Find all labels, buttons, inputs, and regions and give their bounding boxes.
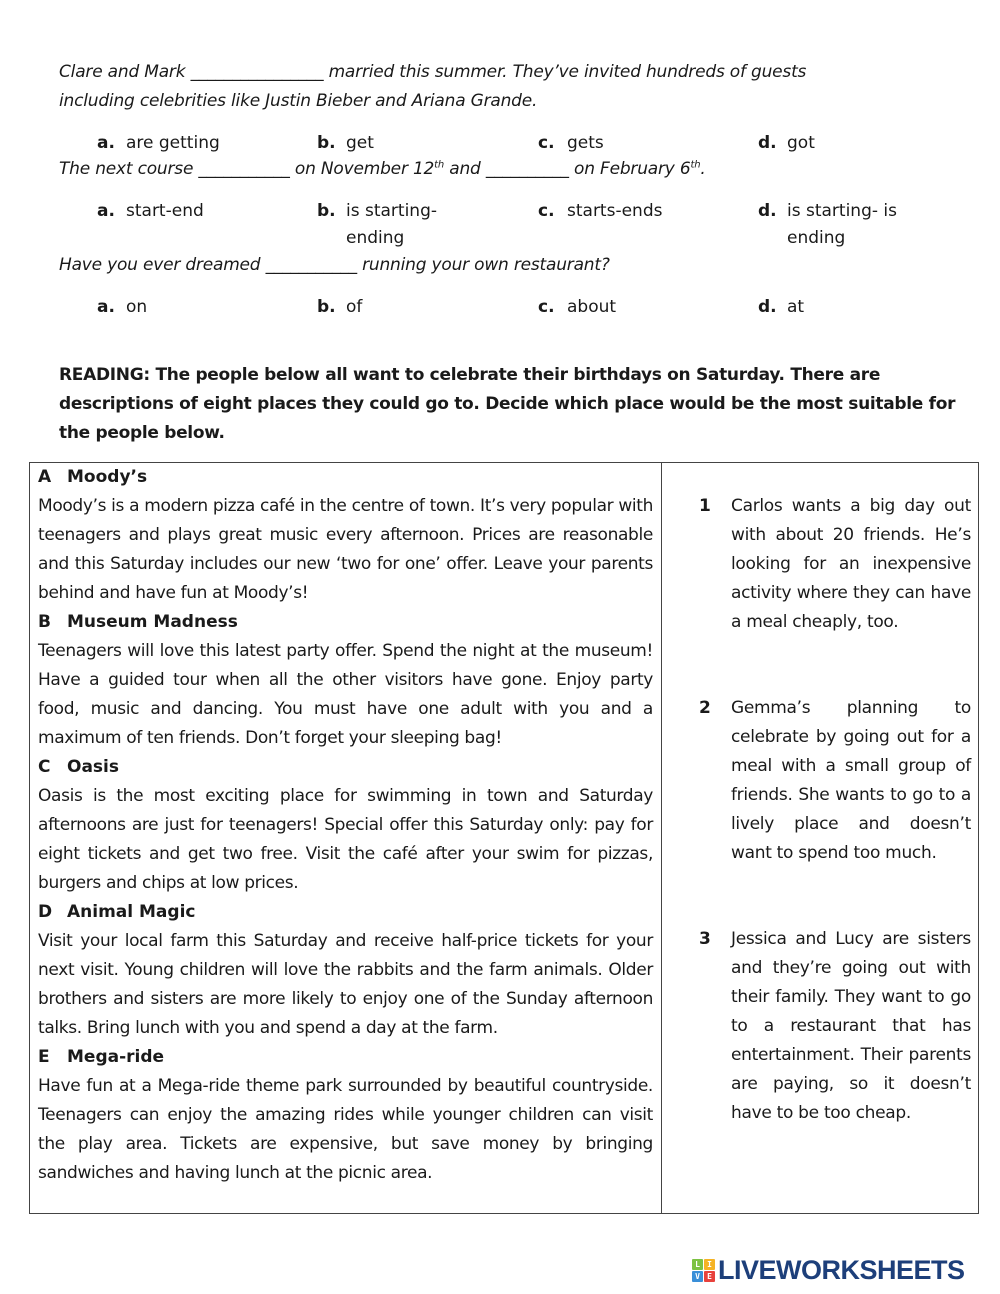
question-2-stem-end: . bbox=[700, 159, 706, 179]
place-name: Museum Madness bbox=[67, 612, 238, 632]
question-3-option-d[interactable] bbox=[758, 294, 937, 321]
question-1-option-a[interactable] bbox=[97, 130, 276, 157]
question-2-stem bbox=[59, 155, 919, 184]
live-tiles-icon bbox=[692, 1259, 715, 1282]
option-text: get bbox=[346, 133, 374, 153]
place-title bbox=[38, 1043, 653, 1072]
question-1-stem-line-2: including celebrities like Justin Bieber and Ariana Grande. bbox=[59, 91, 538, 111]
option-text: at bbox=[787, 297, 805, 317]
place-description: Have fun at a Mega-ride theme park surrounded by beautiful countryside. Teenagers can enjoy the amazing rides while younger children can visit the play area. Tickets are expensive, but save money by bringing sandwiches and having lunch at the picnic area. bbox=[38, 1076, 653, 1183]
option-letter: c. bbox=[538, 297, 555, 317]
place-letter: E bbox=[38, 1047, 50, 1067]
question-1-option-b[interactable] bbox=[317, 130, 496, 157]
question-1-option-d[interactable] bbox=[758, 130, 937, 157]
option-letter: c. bbox=[538, 133, 555, 153]
place-description: Oasis is the most exciting place for swimming in town and Saturday afternoons are just for teenagers! Special offer this Saturday only: pay for eight tickets and get two free. Visit the café after your swim for pizzas, burgers and chips at low prices. bbox=[38, 786, 653, 893]
option-text: is starting- ending bbox=[346, 201, 438, 248]
place-letter: C bbox=[38, 757, 51, 777]
place-title bbox=[38, 753, 653, 782]
question-1-option-c[interactable] bbox=[538, 130, 717, 157]
person-description: Gemma’s planning to celebrate by going out for a meal with a small group of friends. She wants to go to a lively place and doesn’t want to spend too much. bbox=[731, 698, 971, 863]
option-letter: b. bbox=[317, 133, 336, 153]
option-letter: b. bbox=[317, 201, 336, 221]
place-description: Teenagers will love this latest party offer. Spend the night at the museum! Have a guided tour when all the other visitors have gone. Enjoy party food, music and dancing. You must have one adult with you and a maximum of ten friends. Don’t forget your sleeping bag! bbox=[38, 641, 653, 748]
question-1-stem bbox=[59, 58, 919, 116]
place-title bbox=[38, 608, 653, 637]
liveworksheets-logo bbox=[692, 1256, 965, 1284]
question-2-stem-before: The next course ___________ on November 12 bbox=[59, 159, 435, 179]
place-d bbox=[38, 898, 653, 1043]
option-text: got bbox=[787, 133, 815, 153]
question-3-option-c[interactable] bbox=[538, 294, 717, 321]
place-c bbox=[38, 753, 653, 898]
question-2-option-b[interactable] bbox=[317, 198, 476, 252]
place-description: Moody’s is a modern pizza café in the centre of town. It’s very popular with teenagers and plays great music every afternoon. Prices are reasonable and this Saturday includes our new ‘two for one’ offer. Leave your parents behind and have fun at Moody’s! bbox=[38, 496, 654, 603]
place-e bbox=[38, 1043, 653, 1188]
option-letter: d. bbox=[758, 201, 777, 221]
person-description: Jessica and Lucy are sisters and they’re going out with their family. They want to go to a restaurant that has entertainment. Their parents are paying, so it doesn’t have to be too cheap. bbox=[731, 929, 971, 1123]
question-2-stem-mid: and __________ on February 6 bbox=[444, 159, 691, 179]
option-letter: a. bbox=[97, 133, 115, 153]
ordinal-suffix: th bbox=[434, 159, 445, 171]
question-2-option-a[interactable] bbox=[97, 198, 276, 225]
logo-tile-e: E bbox=[704, 1271, 715, 1282]
option-text: gets bbox=[567, 133, 604, 153]
place-title bbox=[38, 463, 653, 492]
logo-tile-i: I bbox=[704, 1259, 715, 1270]
reading-table bbox=[29, 462, 979, 1214]
person-description: Carlos wants a big day out with about 20 friends. He’s looking for an inexpensive activity where they can have a meal cheaply, too. bbox=[731, 496, 971, 632]
option-text: are getting bbox=[126, 133, 220, 153]
option-letter: b. bbox=[317, 297, 336, 317]
logo-tile-v: V bbox=[692, 1271, 703, 1282]
question-1-stem-line-1: Clare and Mark ________________ married this summer. They’ve invited hundreds of guests bbox=[59, 62, 807, 82]
place-name: Mega-ride bbox=[67, 1047, 165, 1067]
logo-wordmark: LIVEWORKSHEETS bbox=[718, 1255, 965, 1285]
place-title bbox=[38, 898, 653, 927]
place-letter: B bbox=[38, 612, 51, 632]
person-1 bbox=[699, 492, 971, 637]
places-column bbox=[30, 463, 662, 1213]
people-column bbox=[663, 463, 978, 1213]
option-text: on bbox=[126, 297, 148, 317]
person-number: 2 bbox=[699, 698, 711, 718]
option-letter: a. bbox=[97, 297, 115, 317]
question-2-option-c[interactable] bbox=[538, 198, 717, 225]
option-text: starts-ends bbox=[567, 201, 663, 221]
question-3-options bbox=[97, 294, 977, 354]
option-letter: d. bbox=[758, 133, 777, 153]
place-description: Visit your local farm this Saturday and receive half-price tickets for your next visit. Young children will love the rabbits and the farm animals. Older brothers and sisters are more likely to enjoy one of the Sunday afternoon talks. Bring lunch with you and spend a day at the farm. bbox=[38, 931, 653, 1038]
question-3-option-a[interactable] bbox=[97, 294, 276, 321]
option-letter: c. bbox=[538, 201, 555, 221]
question-2-option-d[interactable] bbox=[758, 198, 917, 252]
place-name: Moody’s bbox=[67, 467, 148, 487]
option-letter: d. bbox=[758, 297, 777, 317]
place-name: Animal Magic bbox=[67, 902, 196, 922]
question-3-stem: Have you ever dreamed ___________ running your own restaurant? bbox=[59, 255, 610, 275]
place-letter: A bbox=[38, 467, 52, 487]
option-text: about bbox=[567, 297, 617, 317]
person-3 bbox=[699, 925, 971, 1128]
option-text: of bbox=[346, 297, 363, 317]
place-a bbox=[38, 463, 653, 608]
place-name: Oasis bbox=[67, 757, 119, 777]
person-number: 1 bbox=[699, 496, 711, 516]
person-number: 3 bbox=[699, 929, 711, 949]
ordinal-suffix: th bbox=[690, 159, 701, 171]
reading-instructions: READING: The people below all want to celebrate their birthdays on Saturday. There are descriptions of eight places they could go to. Decide which place would be the most suitable for the people below. bbox=[59, 365, 956, 443]
option-text: is starting- is ending bbox=[787, 201, 897, 248]
logo-tile-l: L bbox=[692, 1259, 703, 1270]
option-letter: a. bbox=[97, 201, 115, 221]
place-b bbox=[38, 608, 653, 753]
place-letter: D bbox=[38, 902, 53, 922]
option-text: start-end bbox=[126, 201, 204, 221]
person-2 bbox=[699, 694, 971, 868]
question-3-option-b[interactable] bbox=[317, 294, 496, 321]
question-2-options bbox=[97, 198, 977, 258]
